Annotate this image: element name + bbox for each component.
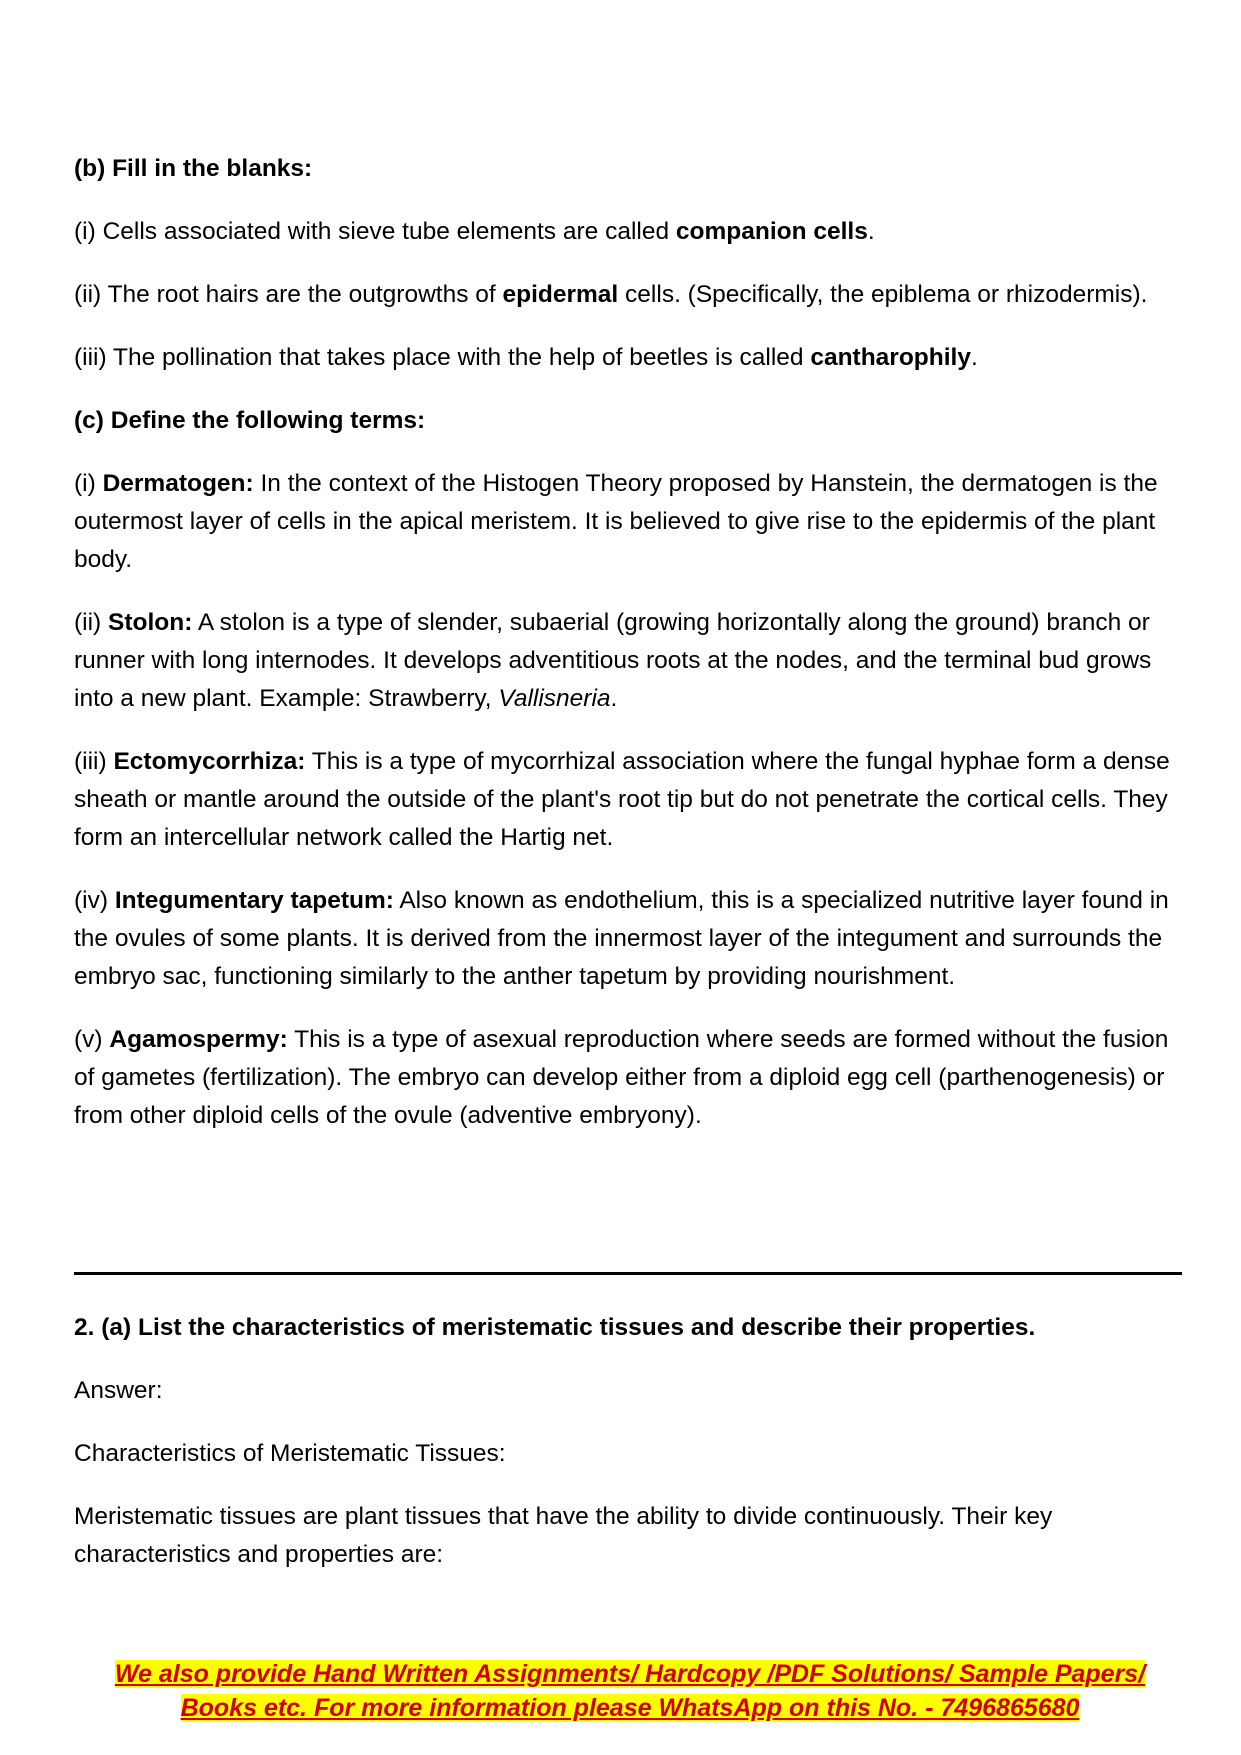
definition-stolon: (ii) Stolon: A stolon is a type of slender, subaerial (growing horizontally along the ground) branch or runner with long internodes. It develops adventitious roots at the nodes, and the terminal bud grows into a new plant. Example: Strawberry, Vallisneria. — [74, 609, 1152, 712]
section-divider — [74, 1272, 1182, 1275]
promo-footer — [100, 1657, 1160, 1725]
promo-line-1: We also provide Hand Written Assignments/ Hardcopy /PDF Solutions/ Sample Papers/ — [114, 1660, 1146, 1688]
definition-dermatogen: (i) Dermatogen: In the context of the Histogen Theory proposed by Hanstein, the dermatogen is the outermost layer of cells in the apical meristem. It is believed to give rise to the epidermis of the plant body. — [74, 470, 1158, 573]
promo-line-2: Books etc. For more information please WhatsApp on this No. - 7496865680 — [180, 1694, 1080, 1722]
define-terms-heading: (c) Define the following terms: — [74, 407, 426, 434]
fill-item-3: (iii) The pollination that takes place with the help of beetles is called cantharophily. — [74, 344, 978, 371]
question-2-section — [74, 1309, 1182, 1574]
fill-blanks-heading: (b) Fill in the blanks: — [74, 155, 313, 182]
definition-ectomycorrhiza: (iii) Ectomycorrhiza: This is a type of mycorrhizal association where the fungal hyphae form a dense sheath or mantle around the outside of the plant's root tip but do not penetrate the cortical cells. They form an intercellular network called the Hartig net. — [74, 748, 1170, 851]
meristem-intro: Meristematic tissues are plant tissues that have the ability to divide continuously. Their key characteristics and properties are: — [74, 1503, 1053, 1568]
fill-item-2: (ii) The root hairs are the outgrowths of epidermal cells. (Specifically, the epiblema or rhizodermis). — [74, 281, 1148, 308]
characteristics-subheading: Characteristics of Meristematic Tissues: — [74, 1440, 506, 1467]
fill-item-1: (i) Cells associated with sieve tube elements are called companion cells. — [74, 218, 875, 245]
definition-integumentary-tapetum: (iv) Integumentary tapetum: Also known as endothelium, this is a specialized nutritive layer found in the ovules of some plants. It is derived from the innermost layer of the integument and surrounds the embryo sac, functioning similarly to the anther tapetum by providing nourishment. — [74, 887, 1169, 990]
question-2-heading: 2. (a) List the characteristics of meristematic tissues and describe their properties. — [74, 1314, 1036, 1341]
definition-agamospermy: (v) Agamospermy: This is a type of asexual reproduction where seeds are formed without the fusion of gametes (fertilization). The embryo can develop either from a diploid egg cell (parthenogenesis) or from other diploid cells of the ovule (adventive embryony). — [74, 1026, 1169, 1129]
answer-label: Answer: — [74, 1377, 163, 1404]
document-body — [74, 150, 1182, 1135]
